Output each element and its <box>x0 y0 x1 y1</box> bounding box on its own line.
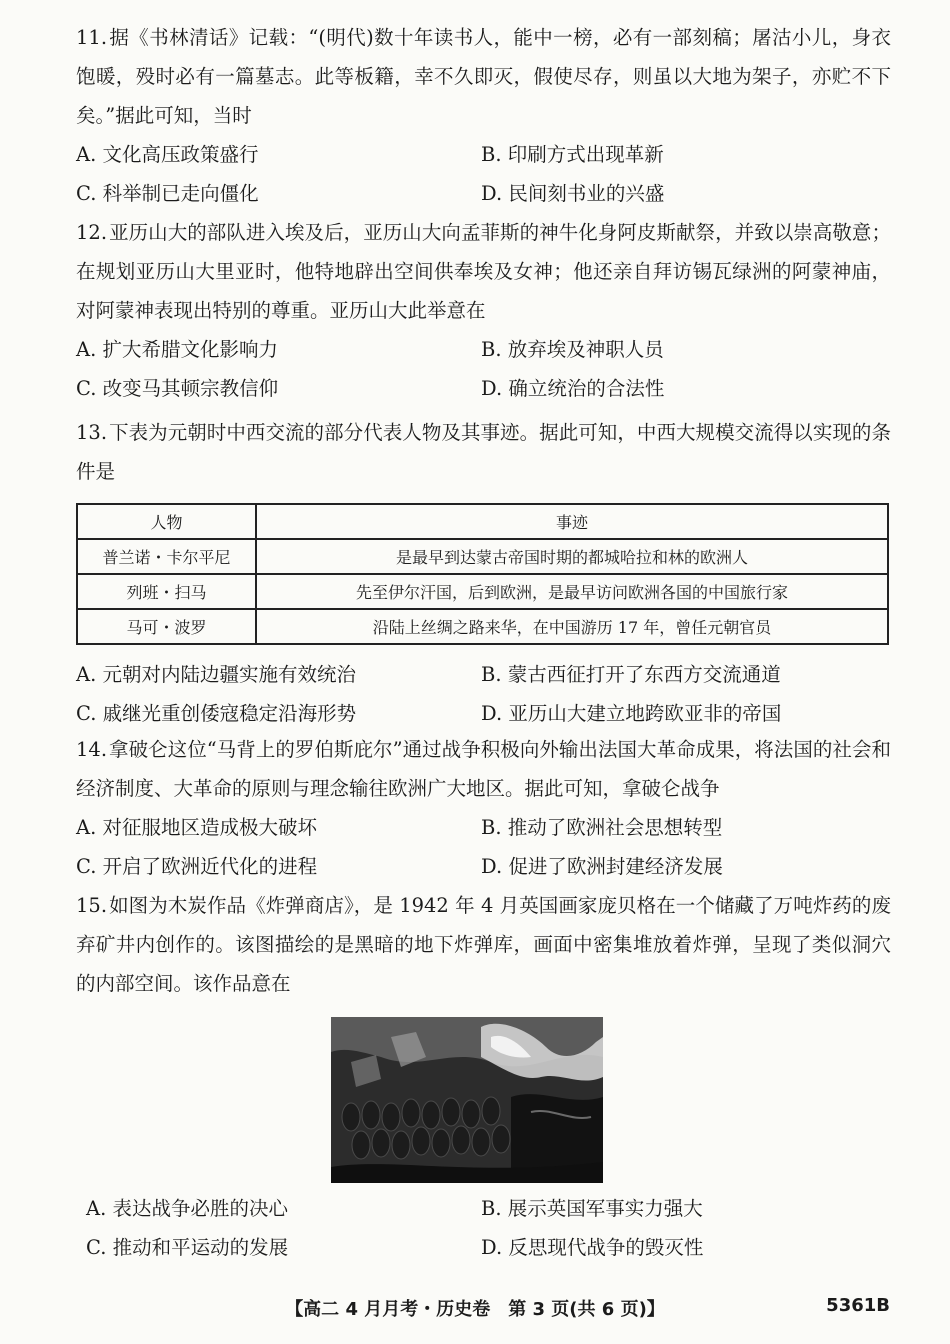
question-15 <box>76 886 891 1003</box>
table-row <box>77 574 888 609</box>
question-number: 11. <box>76 26 108 49</box>
question-number: 15. <box>76 894 108 917</box>
table-row <box>77 539 888 574</box>
question-stem: 亚历山大的部队进入埃及后，亚历山大向孟菲斯的神牛化身阿皮斯献祭，并致以崇高敬意；在规划亚历山大里亚时，他特地辟出空间供奉埃及女神；他还亲自拜访锡瓦绿洲的阿蒙神庙，对阿蒙神表现出特别的尊重。亚历山大此举意在 <box>76 221 891 322</box>
option-a: A. 元朝对内陆边疆实施有效统治 <box>76 663 356 686</box>
question-stem: 如图为木炭作品《炸弹商店》，是 1942 年 4 月英国画家庞贝格在一个储藏了万吨炸药的废弃矿井内创作的。该图描绘的是黑暗的地下炸弹库，画面中密集堆放着炸弹，呈现了类似洞穴的内部空间。该作品意在 <box>76 894 891 995</box>
option-a: A. 表达战争必胜的决心 <box>86 1197 288 1220</box>
option-c: C. 改变马其顿宗教信仰 <box>76 377 279 400</box>
option-c: C. 推动和平运动的发展 <box>86 1236 289 1259</box>
question-11 <box>76 18 891 213</box>
options <box>76 808 891 886</box>
option-b: B. 推动了欧洲社会思想转型 <box>481 816 723 839</box>
options <box>76 135 891 213</box>
option-a: A. 对征服地区造成极大破坏 <box>76 816 317 839</box>
option-b: B. 放弃埃及神职人员 <box>481 338 664 361</box>
question-14 <box>76 730 891 886</box>
table-cell: 普兰诺・卡尔平尼 <box>77 539 256 574</box>
table-cell: 沿陆上丝绸之路来华，在中国游历 17 年，曾任元朝官员 <box>256 609 888 644</box>
option-b: B. 蒙古西征打开了东西方交流通道 <box>481 663 781 686</box>
page-footer: 【高二 4 月月考・历史卷 第 3 页(共 6 页)】 <box>285 1299 665 1320</box>
option-c: C. 科举制已走向僵化 <box>76 182 259 205</box>
question-number: 13. <box>76 421 108 444</box>
option-d: D. 民间刻书业的兴盛 <box>481 182 665 205</box>
option-d: D. 确立统治的合法性 <box>481 377 665 400</box>
question-stem: 拿破仑这位“马背上的罗伯斯庇尔”通过战争积极向外输出法国大革命成果，将法国的社会和经济制度、大革命的原则与理念输往欧洲广大地区。据此可知，拿破仑战争 <box>76 738 891 800</box>
table-cell: 列班・扫马 <box>77 574 256 609</box>
question-13 <box>76 413 891 733</box>
option-b: B. 印刷方式出现革新 <box>481 143 664 166</box>
options <box>76 655 891 733</box>
options <box>76 330 891 408</box>
exchange-table <box>76 503 889 645</box>
question-12 <box>76 213 891 408</box>
question-number: 14. <box>76 738 108 761</box>
question-stem: 下表为元朝时中西交流的部分代表人物及其事迹。据此可知，中西大规模交流得以实现的条件是 <box>76 421 891 483</box>
table-header: 人物 <box>77 504 256 539</box>
option-d: D. 促进了欧洲封建经济发展 <box>481 855 723 878</box>
option-b: B. 展示英国军事实力强大 <box>481 1197 703 1220</box>
option-d: D. 亚历山大建立地跨欧亚非的帝国 <box>481 702 782 725</box>
artwork-image <box>331 1017 603 1183</box>
question-15-options <box>86 1189 891 1267</box>
option-c: C. 开启了欧洲近代化的进程 <box>76 855 318 878</box>
table-header: 事迹 <box>256 504 888 539</box>
option-a: A. 文化高压政策盛行 <box>76 143 259 166</box>
exam-code: 5361B <box>826 1295 890 1316</box>
question-number: 12. <box>76 221 108 244</box>
table-cell: 是最早到达蒙古帝国时期的都城哈拉和林的欧洲人 <box>256 539 888 574</box>
bomb-store-artwork <box>331 1017 603 1183</box>
table-header-row <box>77 504 888 539</box>
question-stem: 据《书林清话》记载：“(明代)数十年读书人，能中一榜，必有一部刻稿；屠沽小儿，身衣饱暖，殁时必有一篇墓志。此等板籍，幸不久即灭，假使尽存，则虽以大地为架子，亦贮不下矣。”据此可知，当时 <box>76 26 891 127</box>
table-row <box>77 609 888 644</box>
option-d: D. 反思现代战争的毁灭性 <box>481 1236 704 1259</box>
option-a: A. 扩大希腊文化影响力 <box>76 338 278 361</box>
table-cell: 马可・波罗 <box>77 609 256 644</box>
option-c: C. 戚继光重创倭寇稳定沿海形势 <box>76 702 357 725</box>
options <box>86 1189 891 1267</box>
table-cell: 先至伊尔汗国，后到欧洲，是最早访问欧洲各国的中国旅行家 <box>256 574 888 609</box>
